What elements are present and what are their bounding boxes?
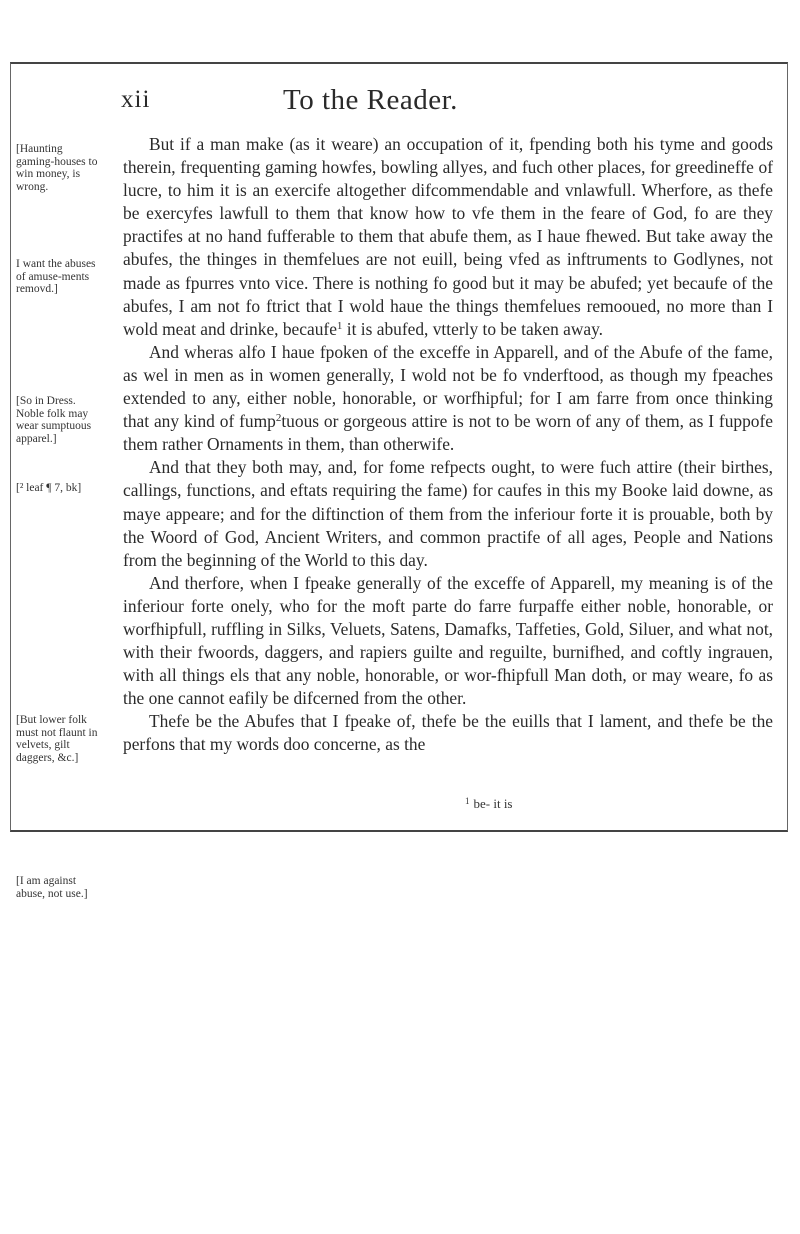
sidenote-abuse-not-use: [I am against abuse, not use.]	[16, 875, 88, 900]
footnote-mark: 1	[465, 796, 470, 806]
leaf-reference: 2	[275, 412, 282, 425]
body-text	[123, 133, 773, 757]
sidenote-lower-folk: [But lower folk must not flaunt in velvets, gilt daggers, &c.]	[16, 714, 98, 764]
sidenote-abuses-removed: I want the abuses of amuse-ments removd.]	[16, 258, 96, 295]
page-header	[0, 86, 800, 126]
paragraph: But if a man make (as it weare) an occupation of it, fpending both his tyme and goods therein, frequenting gaming howfes, bowling allyes, and fuch other places, for greedineffe of lucre, to him it is an exercife altogether difcommendable and vnlawfull. Wherfore, as thefe be exercyfes lawfull to them that know how to vfe them in the feare of God, fo are they practifes at no hand fufferable to them that abufe them, as I haue fhewed. But take away the abufes, the thinges in themfelues are not euill, being vfed as inftruments to Godlynes, not made as fpurres vnto vice. There is nothing fo good but it may be abufed; yet becaufe of the abufes, I am not fo ftrict that I wold haue the things themfelues remooued, no more than I wold meat and drinke, becaufe$^1$ it is abufed, vtterly to be taken away.	[123, 134, 773, 339]
paragraph: And wheras alfo I haue fpoken of the exceffe in Apparell, and of the Abufe of the fame, as wel in men as in women generally, I wold not be fo vnderftood, as though my fpeaches extended to any, either noble, honorable, or worfhipful; for I am farre from once thinking that any kind of fump$^2$tuous or gorgeous attire is not to be worn of any of them, as I fuppofe them rather Ornaments in them, than otherwife.	[123, 341, 773, 455]
paragraph: And therfore, when I fpeake generally of the exceffe of Apparell, my meaning is of the inferiour forte onely, who for the moft parte do farre furpaffe either noble, honorable, or worfhipfull, ruffling in Silks, Veluets, Satens, Damafks, Taffeties, Gold, Siluer, and what not, with their fwoords, daggers, and rapiers guilte and reguilte, burnifhed, and coftly ingrauen, with all things els that any noble, honorable, or wor-fhipfull Man doth, or may weare, fo as the one cannot eafily be difcerned from the other.	[123, 572, 773, 709]
running-title: To the Reader.	[283, 84, 458, 116]
paragraph: And that they both may, and, for fome refpects ought, to were fuch attire (their birthes, callings, functions, and eftats requiring the fame) for caufes in this my Booke laid downe, as maye appeare; and for the diftinction of them from the inferiour forte it is prouable, both by the Woord of God, Ancient Writers, and common practife of all ages, People and Nations from the beginning of the World to this day.	[123, 457, 773, 570]
paragraph: Thefe be the Abufes that I fpeake of, thefe be the euills that I lament, and thefe be the perfons that my words doo concerne, as the	[123, 711, 773, 755]
sidenote-gaming-houses: [Haunting gaming-houses to win money, is wrong.	[16, 143, 98, 193]
footnote	[465, 796, 513, 812]
page-number: xii	[121, 86, 151, 113]
sidenote-leaf-reference: [² leaf ¶ 7, bk]	[16, 482, 82, 494]
footnote-text: be- it is	[473, 796, 513, 811]
sidenote-dress: [So in Dress. Noble folk may wear sumptuous apparel.]	[16, 395, 92, 445]
footnote-reference: 1	[336, 319, 343, 332]
